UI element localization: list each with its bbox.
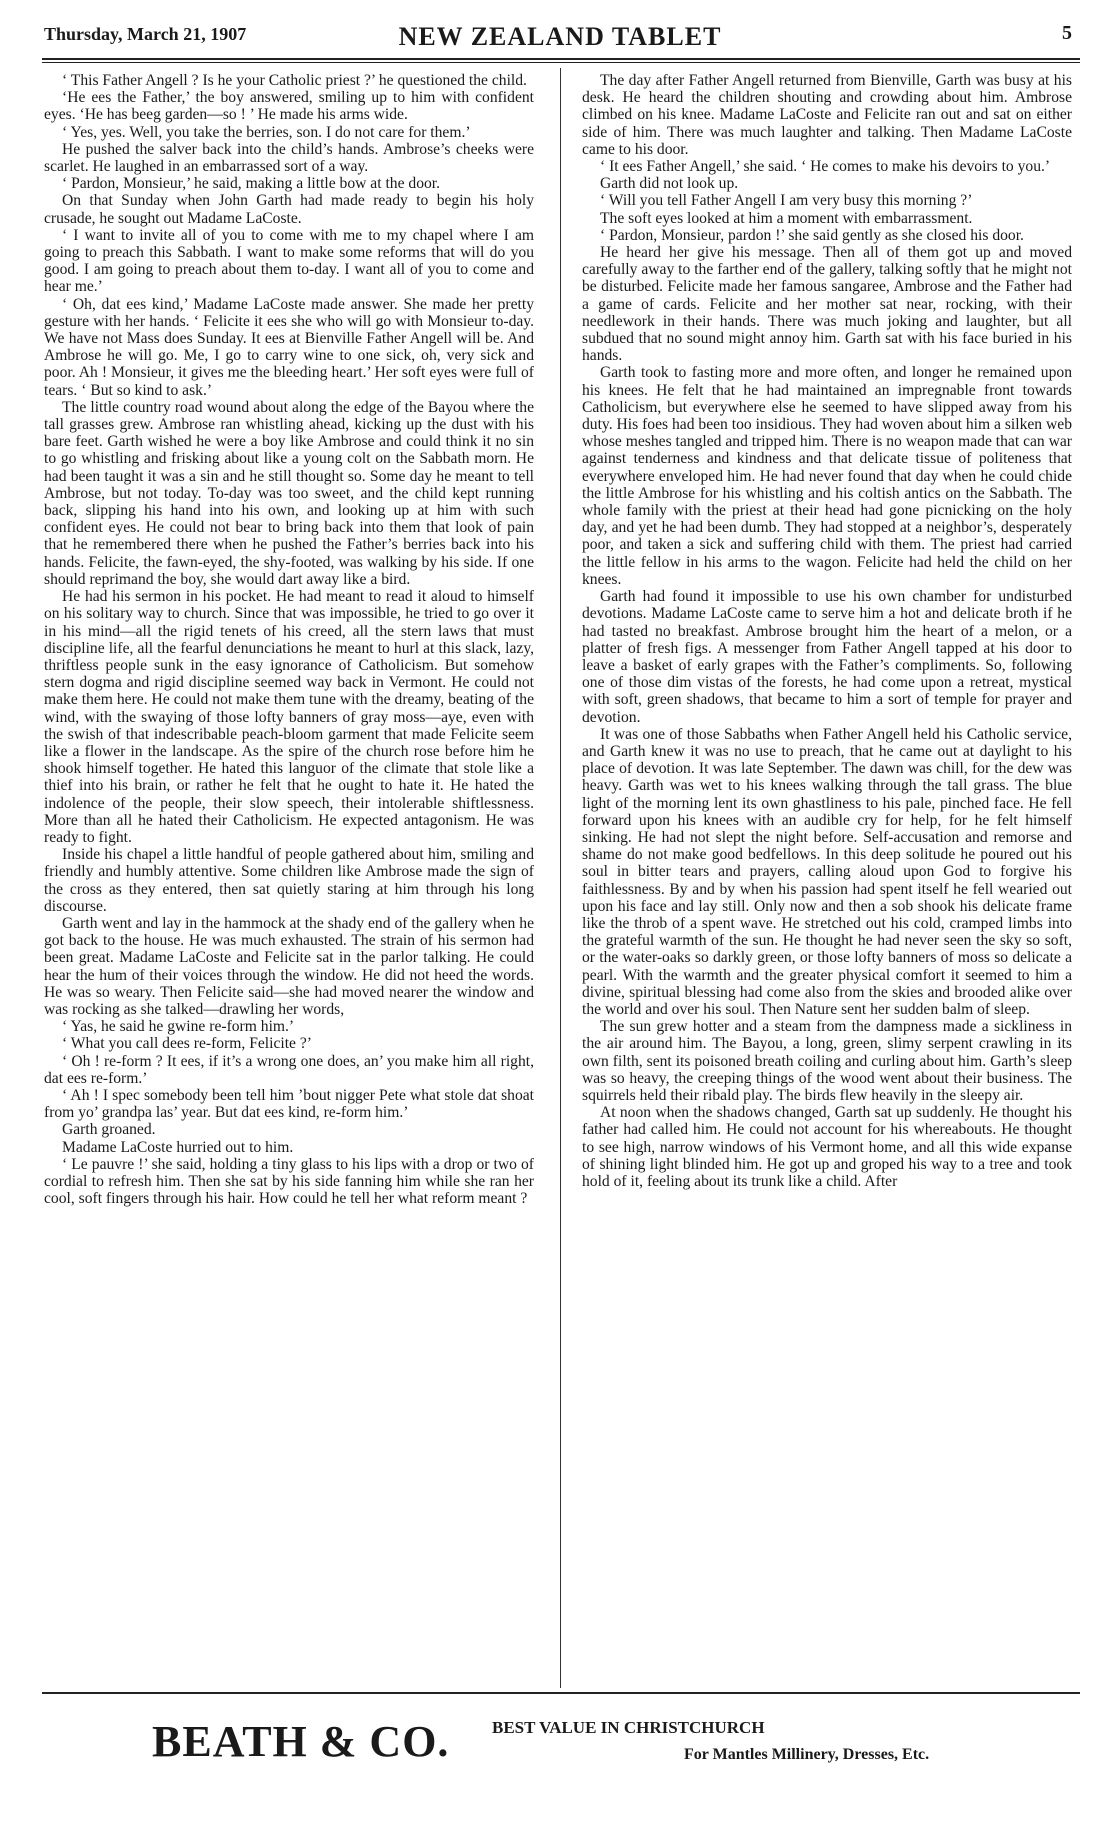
- advertisement: [42, 1702, 1080, 1782]
- footer-rule: [42, 1692, 1080, 1694]
- right-column: [582, 72, 1072, 1682]
- article-paragraph: Garth groaned.: [62, 1121, 156, 1139]
- article-paragraph: ‘ Ah ! I spec somebody been tell him ’bout nigger Pete what stole dat shoat from yo’ grandpa las’ year. But dat ees kind, re-form him.’: [44, 1086, 534, 1122]
- article-paragraph: ‘ Pardon, Monsieur,’ he said, making a little bow at the door.: [62, 175, 441, 193]
- newspaper-title: NEW ZEALAND TABLET: [398, 22, 722, 51]
- article-paragraph: On that Sunday when John Garth had made ready to begin his holy crusade, he sought out Madame LaCoste.: [44, 192, 534, 227]
- article-paragraph: ‘ Oh ! re-form ? It ees, if it’s a wrong one does, an’ you make him all right, dat ees re-form.’: [44, 1052, 534, 1087]
- ad-brand: BEATH & CO.: [152, 1717, 450, 1766]
- page-header: [40, 22, 1080, 56]
- article-paragraph: ‘ This Father Angell ? Is he your Catholic priest ?’ he questioned the child.: [62, 72, 527, 89]
- article-paragraph: ‘ It ees Father Angell,’ she said. ‘ He comes to make his devoirs to you.’: [600, 158, 1051, 176]
- article-paragraph: The day after Father Angell returned from Bienville, Garth was busy at his desk. He heard the children shouting and crowding about him. Ambrose climbed on his knee. Madame LaCoste and Felicite ran out and sat on either side of him. There was much laughter and talking. Then Madame LaCoste came to his door.: [582, 72, 1072, 158]
- issue-date: Thursday, March 21, 1907: [44, 24, 247, 44]
- article-paragraph: ‘ Pardon, Monsieur, pardon !’ she said gently as she closed his door.: [600, 226, 1024, 244]
- article-paragraph: It was one of those Sabbaths when Father Angell held his Catholic service, and Garth knew it was no use to preach, that he came out at daylight to his place of devotion. It was late September. The dawn was chill, for the dew was heavy. Garth was wet to his knees walking through the tall grass. The blue light of the morning lent its own ghastliness to his pale, pinched face. He fell forward upon his knees with an audible cry for help, for he felt himself sinking. He had not slept the night before. Self-accusation and remorse and shame do not make good bedfellows. In this deep solitude he poured out his soul in bitter tears and prayers, calling aloud upon God to forgive his faithlessness. By and by when his passion had spent itself he fell wearied out upon his face and lay still. Only now and then a sob shook his delicate frame like the throb of a spent wave. He stretched out his cold, cramped limbs into the grateful warmth of the sun. He thought he had never seen the sky so soft, or the water-oaks so darkly green, or those lofty banners of moss so delicate a pearl. With the warmth and the greater physical comfort it seemed to him a divine, spiritual blessing had come also from the skies and brooded alike over the world and over his soul. Then Nature sent her sudden balm of sleep.: [582, 725, 1072, 1018]
- article-paragraph: The sun grew hotter and a steam from the dampness made a sickliness in the air around him. The Bayou, a long, green, slimy serpent crawling in its own filth, sent its poisoned breath coiling and curling about him. Garth’s sleep was so heavy, the creeping things of the wood went about their business. The squirrels held their ribald play. The birds flew heavily in the sleepy air.: [582, 1018, 1072, 1104]
- page-number: 5: [1062, 22, 1072, 44]
- article-paragraph: ‘ Le pauvre !’ she said, holding a tiny glass to his lips with a drop or two of cordial to refresh him. Then she sat by his side fanning him while she ran her cool, soft fingers through his hair. How could he tell her what reform meant ?: [44, 1155, 534, 1208]
- header-rule: [42, 58, 1080, 60]
- article-paragraph: He had his sermon in his pocket. He had meant to read it aloud to himself on his solitary way to church. Since that was impossible, he tried to go over it in his mind—all the rigid tenets of his creed, all the stern laws that must discipline life, all the fearful denunciations he meant to hurl at this slack, lazy, thriftless people sunk in the easy ignorance of Catholicism. But somehow stern dogma and rigid discipline seemed way back in Vermont. He could not make them here. He could not make them tune with the dreamy, beating of the wind, with the swaying of those lofty banners of gray moss—aye, even with the swish of that indescribable peach-bloom garment that made Felicite seem like a flower in the landscape. As the spire of the church rose before him he shook himself together. He hated this languor of the climate that stole like a thief into his brain, or rather he felt that he ought to hate it. He hated the indolence of the people, their slow speech, their intolerable shiftlessness. More than all he hated their Catholicism. He expected antagonism. He was ready to fight.: [44, 588, 534, 846]
- article-paragraph: He heard her give his message. Then all of them got up and moved carefully away to the farther end of the gallery, talking softly that he might not be disturbed. Felicite made her famous sangaree, Ambrose and the Father had a game of cards. Felicite and her mother sat near, rocking, with their needlework in their hands. There was much joking and laughter, but all subdued that no sound might annoy him. Garth sat with his face buried in his hands.: [582, 244, 1072, 365]
- article-paragraph: ‘ Yas, he said he gwine re-form him.’: [62, 1018, 295, 1036]
- article-paragraph: ‘ I want to invite all of you to come with me to my chapel where I am going to preach this Sabbath. I want to make some reforms that will do you good. I am going to preach about them to-day. I want all of you to come and hear me.’: [44, 226, 534, 296]
- left-column: [44, 72, 534, 1682]
- article-paragraph: Madame LaCoste hurried out to him.: [62, 1138, 294, 1156]
- article-paragraph: Garth had found it impossible to use his own chamber for undisturbed devotions. Madame LaCoste came to serve him a hot and delicate broth if he had tasted no breakfast. Ambrose brought him the heart of a melon, or a platter of fresh figs. A messenger from Father Angell tapped at his door to leave a basket of early grapes with the Father’s compliments. So, following one of those dim vistas of the forests, he had come upon a retreat, mystical with soft, green shadows, that became to him a sort of temple for prayer and devotion.: [582, 588, 1072, 726]
- column-divider: [560, 68, 561, 1688]
- article-paragraph: The little country road wound about along the edge of the Bayou where the tall grasses grew. Ambrose ran whistling ahead, kicking up the dust with his bare feet. Garth wished he were a boy like Ambrose and could think it no sin to go whistling and frisking about like a young colt on the Sabbath morn. He had been taught it was a sin and he still thought so. Some day he meant to tell Ambrose, but not today. To-day was too sweet, and the child kept running back, slipping his hand into his own, and looking up at him with such confident eyes. He could not bear to bring back into them that look of pain that he remembered there when he pushed the Father’s berries back into his hands. Felicite, the fawn-eyed, the shy-footed, was walking by his side. If one should reprimand the boy, she would dart away like a bird.: [44, 398, 534, 588]
- article-paragraph: At noon when the shadows changed, Garth sat up suddenly. He thought his father had called him. He could not account for his whereabouts. He thought to see high, narrow windows of his Vermont home, and all this wide expanse of shining light blinded him. He got up and groped his way to a tree and took hold of it, feeling about its trunk like a child. After: [582, 1104, 1072, 1190]
- article-paragraph: Garth did not look up.: [600, 175, 739, 193]
- ad-headline: BEST VALUE IN CHRISTCHURCH: [492, 1718, 765, 1737]
- article-paragraph: Garth went and lay in the hammock at the shady end of the gallery when he got back to the house. He was much exhausted. The strain of his sermon had been great. Madame LaCoste and Felicite sat in the parlor talking. He could hear the hum of their voices through the window. He did not heed the words. He was so weary. Then Felicite said—she had moved nearer the window and was rocking as she talked—drawling her words,: [44, 914, 534, 1018]
- article-paragraph: He pushed the salver back into the child’s hands. Ambrose’s cheeks were scarlet. He laughed in an embarrassed sort of a way.: [44, 140, 534, 176]
- header-rule-thin: [42, 62, 1080, 63]
- article-paragraph: ‘ Will you tell Father Angell I am very busy this morning ?’: [600, 192, 973, 210]
- article-paragraph: Inside his chapel a little handful of people gathered about him, smiling and friendly and humbly attentive. Some children like Ambrose made the sign of the cross as they entered, then sat quietly staring at him through his long discourse.: [44, 846, 534, 915]
- article-paragraph: ‘ What you call dees re-form, Felicite ?’: [62, 1035, 312, 1053]
- article-paragraph: Garth took to fasting more and more often, and longer he remained upon his knees. He felt that he had maintained an impregnable front towards Catholicism, but everywhere else he seemed to have slipped away from his duty. His foes had been too insidious. They had woven about him a silken web whose meshes tangled and tripped him. There is no weapon made that can war against tenderness and kindness and that delicate tissue of politeness that everywhere enveloped him. He had never found that day when he could chide the little Ambrose for his whistling and his coltish antics on the Sabbath. The whole family with the priest at their head had gone picnicking on the holy day, and yet he had been dumb. They had stopped at a neighbor’s, desperately poor, and taken a sick and suffering child with them. The priest had carried the little fellow in his arms to the wagon. Felicite had held the child on her knees.: [582, 364, 1072, 588]
- article-paragraph: ‘ Yes, yes. Well, you take the berries, son. I do not care for them.’: [62, 123, 471, 141]
- ad-subline: For Mantles Millinery, Dresses, Etc.: [684, 1746, 930, 1763]
- article-paragraph: The soft eyes looked at him a moment with embarrassment.: [600, 209, 973, 227]
- article-paragraph: ‘ Oh, dat ees kind,’ Madame LaCoste made answer. She made her pretty gesture with her hands. ‘ Felicite it ees she who will go with Monsieur to-day. We have not Mass does Sunday. It ees at Bienville Father Angell will be. And Ambrose he will go. Me, I go to carry wine to one sick, oh, very sick and poor. Ah ! Monsieur, it gives me the bleeding heart.’ Her soft eyes were full of tears. ‘ But so kind to ask.’: [44, 295, 534, 399]
- article-paragraph: ‘He ees the Father,’ the boy answered, smiling up to him with confident eyes. ‘He has beeg garden—so ! ’ He made his arms wide.: [44, 89, 534, 124]
